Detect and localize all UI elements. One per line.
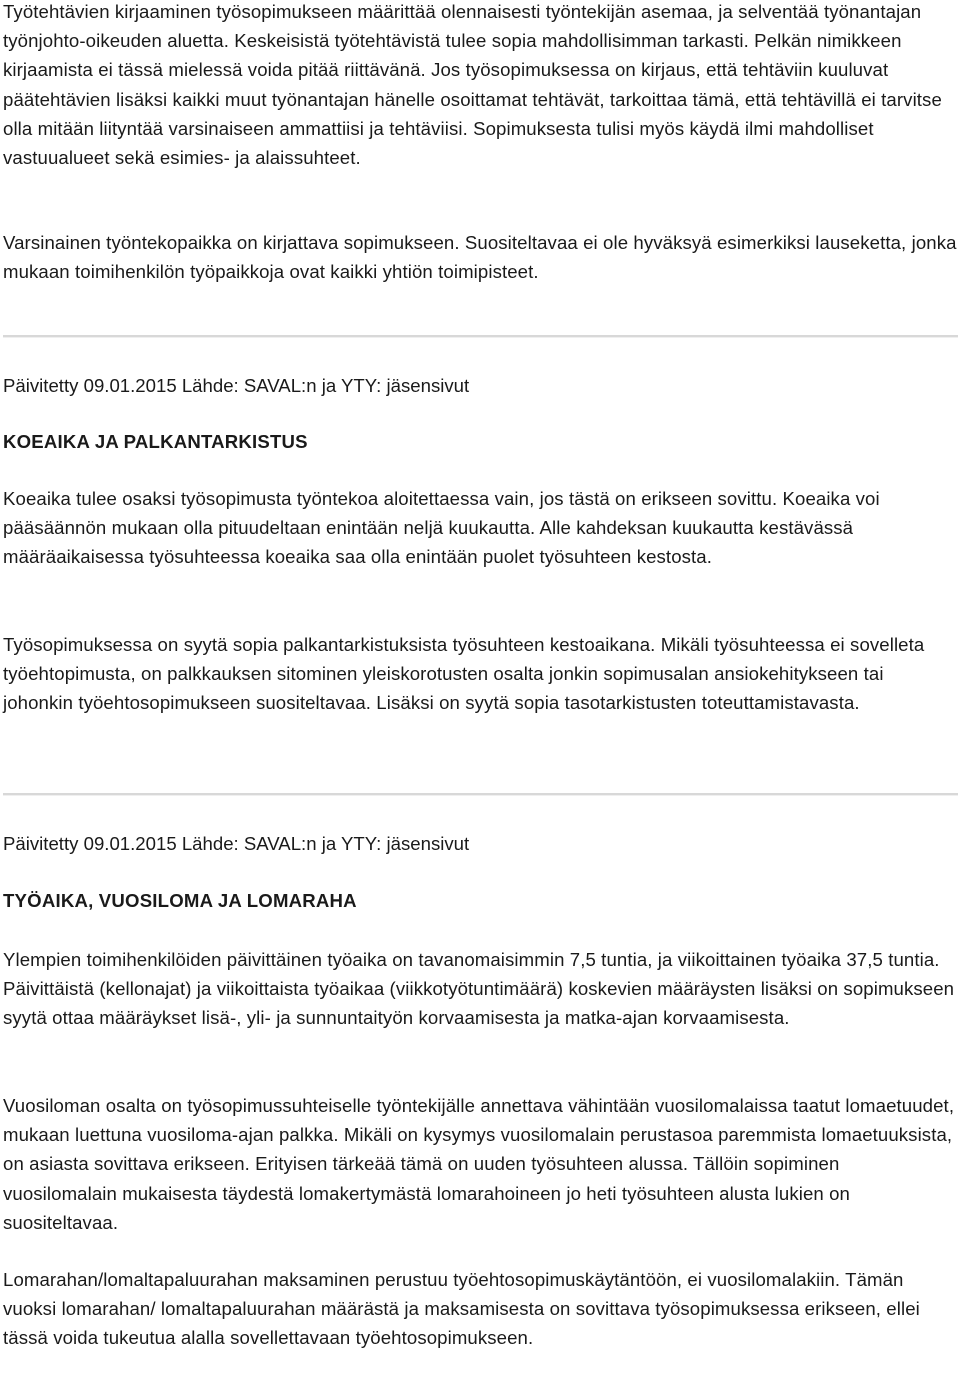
- section-divider: [3, 335, 958, 338]
- tyoaika-paragraph-3: Lomarahan/lomaltapaluurahan maksaminen perustuu työehtosopimuskäytäntöön, ei vuosilomalakiin. Tämän vuoksi lomarahan/ lomaltapaluurahan määrästä ja maksamisesta on sovittava työsopimuksessa erikseen, ellei tässä voida tukeutua alalla sovellettavaan työehtosopimukseen.: [3, 1269, 920, 1349]
- updated-note: Päivitetty 09.01.2015 Lähde: SAVAL:n ja YTY: jäsensivut: [3, 833, 470, 854]
- intro-paragraph-1: Työtehtävien kirjaaminen työsopimukseen määrittää olennaisesti työntekijän asemaa, ja selventää työnantajan työnjohto-oikeuden aluetta. Keskeisistä työtehtävistä tulee sopia mahdollisimman tarkasti. Pelkän nimikkeen kirjaamista ei tässä mielessä voida pitää riittävänä. Jos työsopimuksessa on kirjaus, että tehtäviin kuuluvat päätehtävien lisäksi kaikki muut työnantajan hänelle osoittamat tehtävät, tarkoittaa tämä, että tehtävillä ei tarvitse olla mitään liityntää varsinaiseen ammattiisi ja tehtäviisi. Sopimuksesta tulisi myös käydä ilmi mahdolliset vastuualueet sekä esimies- ja alaissuhteet.: [3, 1, 942, 169]
- koeaika-paragraph-2: Työsopimuksessa on syytä sopia palkantarkistuksista työsuhteen kestoaikana. Mikäli työsuhteessa ei sovelleta työehtopimusta, on palkkauksen sitominen yleiskorotusten osalta jonkin sopimusalan ansiokehitykseen tai johonkin työehtosopimukseen suositeltavaa. Lisäksi on syytä sopia tasotarkistusten toteuttamistavasta.: [3, 634, 925, 714]
- tyoaika-paragraph-1: Ylempien toimihenkilöiden päivittäinen työaika on tavanomaisimmin 7,5 tuntia, ja viikoittainen työaika 37,5 tuntia. Päivittäistä (kellonajat) ja viikoittaista työaikaa (viikkotyötuntimäärä) koskevien määräysten lisäksi on sopimukseen syytä ottaa määräykset lisä-, yli- ja sunnuntaityön korvaamisesta ja matka-ajan korvaamisesta.: [3, 949, 955, 1029]
- updated-note: Päivitetty 09.01.2015 Lähde: SAVAL:n ja YTY: jäsensivut: [3, 375, 470, 396]
- intro-section: [3, 0, 958, 283]
- tyoaika-paragraph-2: Vuosiloman osalta on työsopimussuhteiselle työntekijälle annettava vähintään vuosilomalaissa taatut lomaetuudet, mukaan luettuna vuosiloma-ajan palkka. Mikäli on kysymys vuosilomalain perustasoa paremmista lomaetuuksista, on asiasta sovittava erikseen. Erityisen tärkeää tämä on uuden työsuhteen alussa. Tällöin sopiminen vuosilomalain mukaisesta täydestä lomakertymästä lomarahoineen jo heti työsuhteen alusta lukien on suositeltavaa.: [3, 1095, 955, 1233]
- section-heading: KOEAIKA JA PALKANTARKISTUS: [3, 431, 308, 452]
- section-divider: [3, 793, 958, 796]
- section-heading: TYÖAIKA, VUOSILOMA JA LOMARAHA: [3, 890, 357, 911]
- intro-paragraph-2: Varsinainen työntekopaikka on kirjattava sopimukseen. Suositeltavaa ei ole hyväksyä esimerkiksi lauseketta, jonka mukaan toimihenkilön työpaikkoja ovat kaikki yhtiön toimipisteet.: [3, 232, 957, 283]
- koeaika-paragraph-1: Koeaika tulee osaksi työsopimusta työntekoa aloitettaessa vain, jos tästä on erikseen sovittu. Koeaika voi pääsäännön mukaan olla pituudeltaan enintään neljä kuukautta. Alle kahdeksan kuukautta kestävässä määräaikaisessa työsuhteessa koeaika saa olla enintään puolet työsuhteen kestosta.: [3, 488, 880, 568]
